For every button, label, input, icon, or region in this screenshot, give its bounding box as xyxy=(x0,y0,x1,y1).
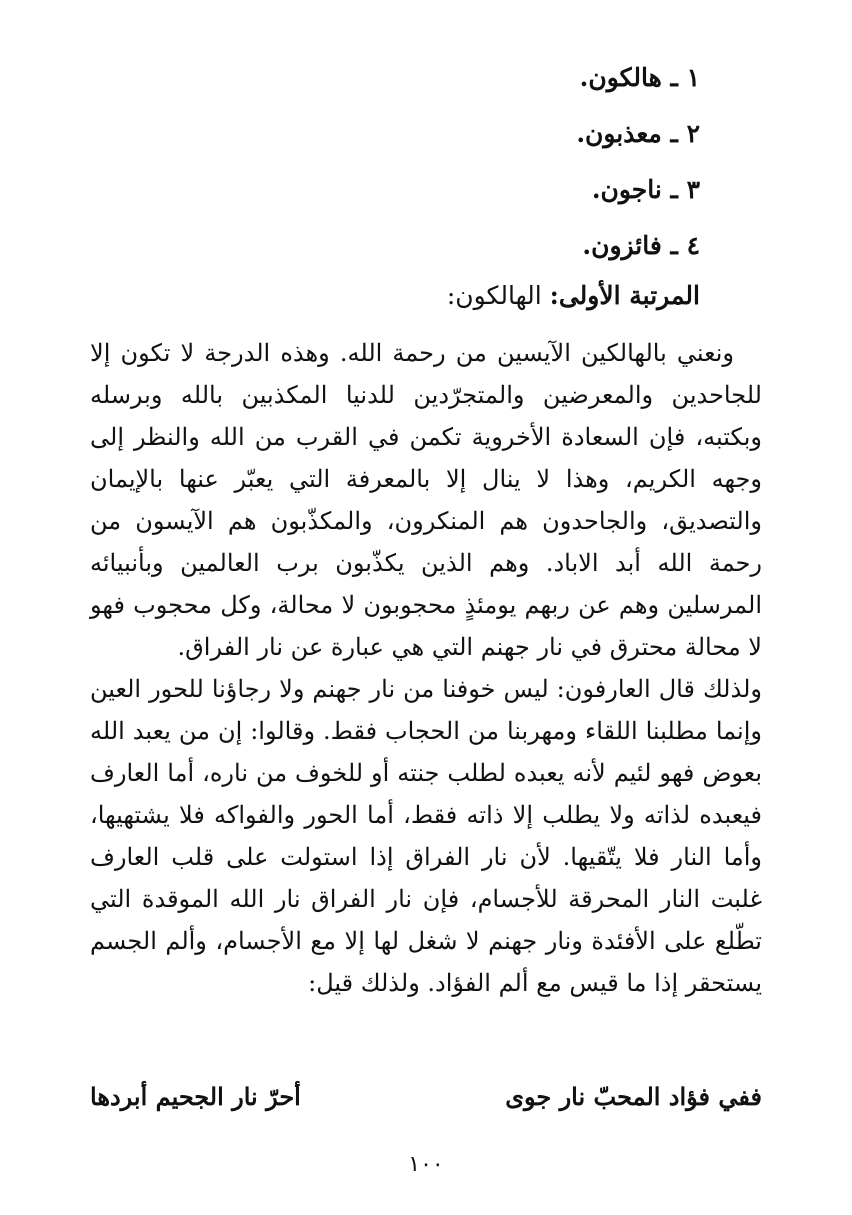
list-item: ٣ ـ ناجون. xyxy=(591,175,700,204)
section-heading xyxy=(447,276,700,316)
section-heading-label: المرتبة الأولى: xyxy=(549,281,700,310)
list-item: ٢ ـ معذبون. xyxy=(576,119,700,148)
list-item: ٤ ـ فائزون. xyxy=(582,231,700,260)
page-number: ١٠٠ xyxy=(408,1152,444,1177)
list-item: ١ ـ هالكون. xyxy=(579,63,700,92)
ranks-list xyxy=(576,56,700,280)
paragraph: ولذلك قال العارفون: ليس خوفنا من نار جهنم ولا رجاؤنا للحور العين وإنما مطلبنا اللقاء ومهربنا من الحجاب فقط. وقالوا: إن من يعبد الله بعوض فهو لئيم لأنه يعبده لطلب جنته أو للخوف من ناره، أما العارف فيعبده لذاته ولا يطلب إلا ذاته فقط، أما الحور والفواكه فلا يشتهيها، وأما النار فلا يتّقيها. لأن نار الفراق إذا استولت على قلب العارف غلبت النار المحرقة للأجسام، فإن نار الفراق نار الله الموقدة التي تطّلع على الأفئدة ونار جهنم لا شغل لها إلا مع الأجسام، وألم الجسم يستحقر إذا ما قيس مع ألم الفؤاد. ولذلك قيل: xyxy=(90,675,763,997)
verse-second-hemistich: أحرّ نار الجحيم أبردها xyxy=(90,1082,301,1111)
verse-first-hemistich: ففي فؤاد المحبّ نار جوى xyxy=(505,1082,762,1111)
paragraph: ونعني بالهالكين الآيسين من رحمة الله. وهذه الدرجة لا تكون إلا للجاحدين والمعرضين والمتجرّدين للدنيا المكذبين بالله وبرسله وبكتبه، فإن السعادة الأخروية تكمن في القرب من الله والنظر إلى وجهه الكريم، وهذا لا ينال إلا بالمعرفة التي يعبّر عنها بالإيمان والتصديق، والجاحدون هم المنكرون، والمكذّبون هم الآيسون من رحمة الله أبد الاباد. وهم الذين يكذّبون برب العالمين وبأنبيائه المرسلين وهم عن ربهم يومئذٍ محجوبون لا محالة، وكل محجوب فهو لا محالة محترق في نار جهنم التي هي عبارة عن نار الفراق. xyxy=(90,339,762,661)
poem-verse xyxy=(90,1075,762,1119)
section-heading-value: الهالكون: xyxy=(446,281,542,310)
body-text xyxy=(90,332,762,1004)
